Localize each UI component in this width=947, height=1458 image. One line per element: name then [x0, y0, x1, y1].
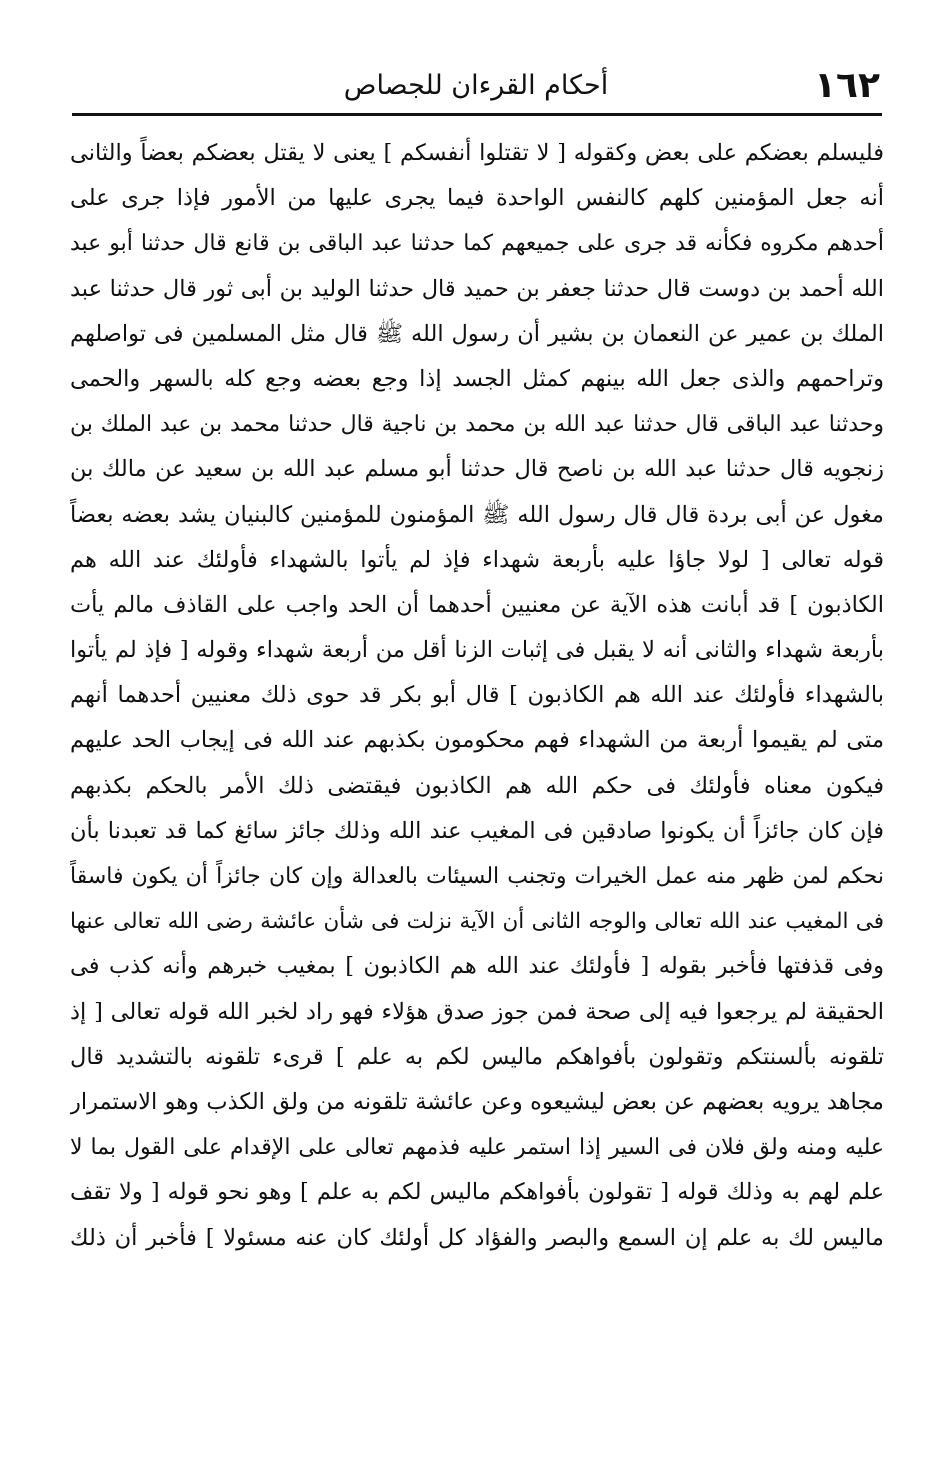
text-line: زنجويه قال حدثنا عبد الله بن ناصح قال حدثنا أبو مسلم عبد الله بن سعيد عن مالك بن [70, 456, 884, 483]
text-line: وفى قذفتها فأخبر بقوله [ فأولئك عند الله هم الكاذبون ] بمغيب خبرهم وأنه كذب فى [70, 953, 884, 980]
text-line: متى لم يقيموا أربعة من الشهداء فهم محكومون بكذبهم عند الله فى إيجاب الحد عليهم [70, 727, 884, 754]
text-line: تلقونه بألسنتكم وتقولون بأفواهكم ماليس لكم به علم ] قرىء تلقونه بالتشديد قال [70, 1043, 884, 1070]
text-line: بأربعة شهداء والثانى أنه لا يقبل فى إثبات الزنا أقل من أربعة شهداء وقوله [ فإذ لم يأتوا [70, 637, 884, 664]
text-line: فيكون معناه فأولئك فى حكم الله هم الكاذبون فيقتضى ذلك الأمر بالحكم بكذبهم [70, 772, 884, 799]
text-line: الله أحمد بن دوست قال حدثنا جعفر بن حميد قال حدثنا الوليد بن أبى ثور قال حدثنا عبد [70, 275, 884, 302]
header-divider [72, 113, 882, 116]
text-line: الحقيقة لم يرجعوا فيه إلى صحة فمن جوز صدق هؤلاء فهو راد لخبر الله قوله تعالى [ إذ [70, 998, 884, 1025]
text-line: الملك بن عمير عن النعمان بن بشير أن رسول الله ﷺ قال مثل المسلمين فى تواصلهم [70, 320, 884, 347]
text-line: فى المغيب عند الله تعالى والوجه الثانى أن الآية نزلت فى شأن عائشة رضى الله تعالى عنها [70, 909, 884, 935]
text-line: أنه جعل المؤمنين كلهم كالنفس الواحدة فيما يجرى عليها من الأمور فإذا جرى على [70, 185, 884, 212]
text-line: نحكم لمن ظهر منه عمل الخيرات وتجنب السيئات بالعدالة وإن كان جائزاً أن يكون فاسقاً [70, 864, 884, 889]
text-line: عليه ومنه ولق فلان فى السير إذا استمر عليه فذمهم تعالى على الإقدام على القول بما لا [70, 1135, 884, 1161]
text-line: ماليس لك به علم إن السمع والبصر والفؤاد كل أولئك كان عنه مسئولا ] فأخبر أن ذلك [70, 1224, 884, 1251]
text-line: أحدهم مكروه فكأنه قد جرى على جميعهم كما حدثنا عبد الباقى بن قانع قال حدثنا أبو عبد [70, 231, 884, 257]
running-title: أحكام القرءان للجصاص [343, 70, 609, 101]
text-line: علم لهم به وذلك قوله [ تقولون بأفواهكم ماليس لكم به علم ] وهو نحو قوله [ ولا تقف [70, 1179, 884, 1206]
text-line: قوله تعالى [ لولا جاؤا عليه بأربعة شهداء فإذ لم يأتوا بالشهداء فأولئك عند الله هم [70, 546, 884, 573]
text-line: وحدثنا عبد الباقى قال حدثنا عبد الله بن محمد بن ناجية قال حدثنا محمد بن عبد الملك بن [70, 412, 884, 438]
page-header [72, 64, 880, 108]
text-line: الكاذبون ] قد أبانت هذه الآية عن معنيين أحدهما أن الحد واجب على القاذف مالم يأت [70, 591, 884, 618]
text-line: مغول عن أبى بردة قال قال رسول الله ﷺ المؤمنون للمؤمنين كالبنيان يشد بعضه بعضاً [70, 501, 884, 528]
page-number: ١٦٢ [814, 65, 880, 106]
text-line: فإن كان جائزاً أن يكونوا صادقين فى المغيب عند الله وذلك جائز سائغ كما قد تعبدنا بأن [70, 817, 884, 844]
text-line: فليسلم بعضكم على بعض وكقوله [ لا تقتلوا أنفسكم ] يعنى لا يقتل بعضكم بعضاً والثانى [70, 140, 884, 166]
text-line: مجاهد يرويه بعضهم عن بعض ليشيعوه وعن عائشة تلقونه من ولق الكذب وهو الاستمرار [70, 1088, 884, 1115]
body-text [70, 131, 884, 1261]
text-line: بالشهداء فأولئك عند الله هم الكاذبون ] قال أبو بكر قد حوى ذلك معنيين أحدهما أنهم [70, 682, 884, 709]
text-line: وتراحمهم والذى جعل الله بينهم كمثل الجسد إذا وجع بعضه وجع كله بالسهر والحمى [70, 365, 884, 392]
